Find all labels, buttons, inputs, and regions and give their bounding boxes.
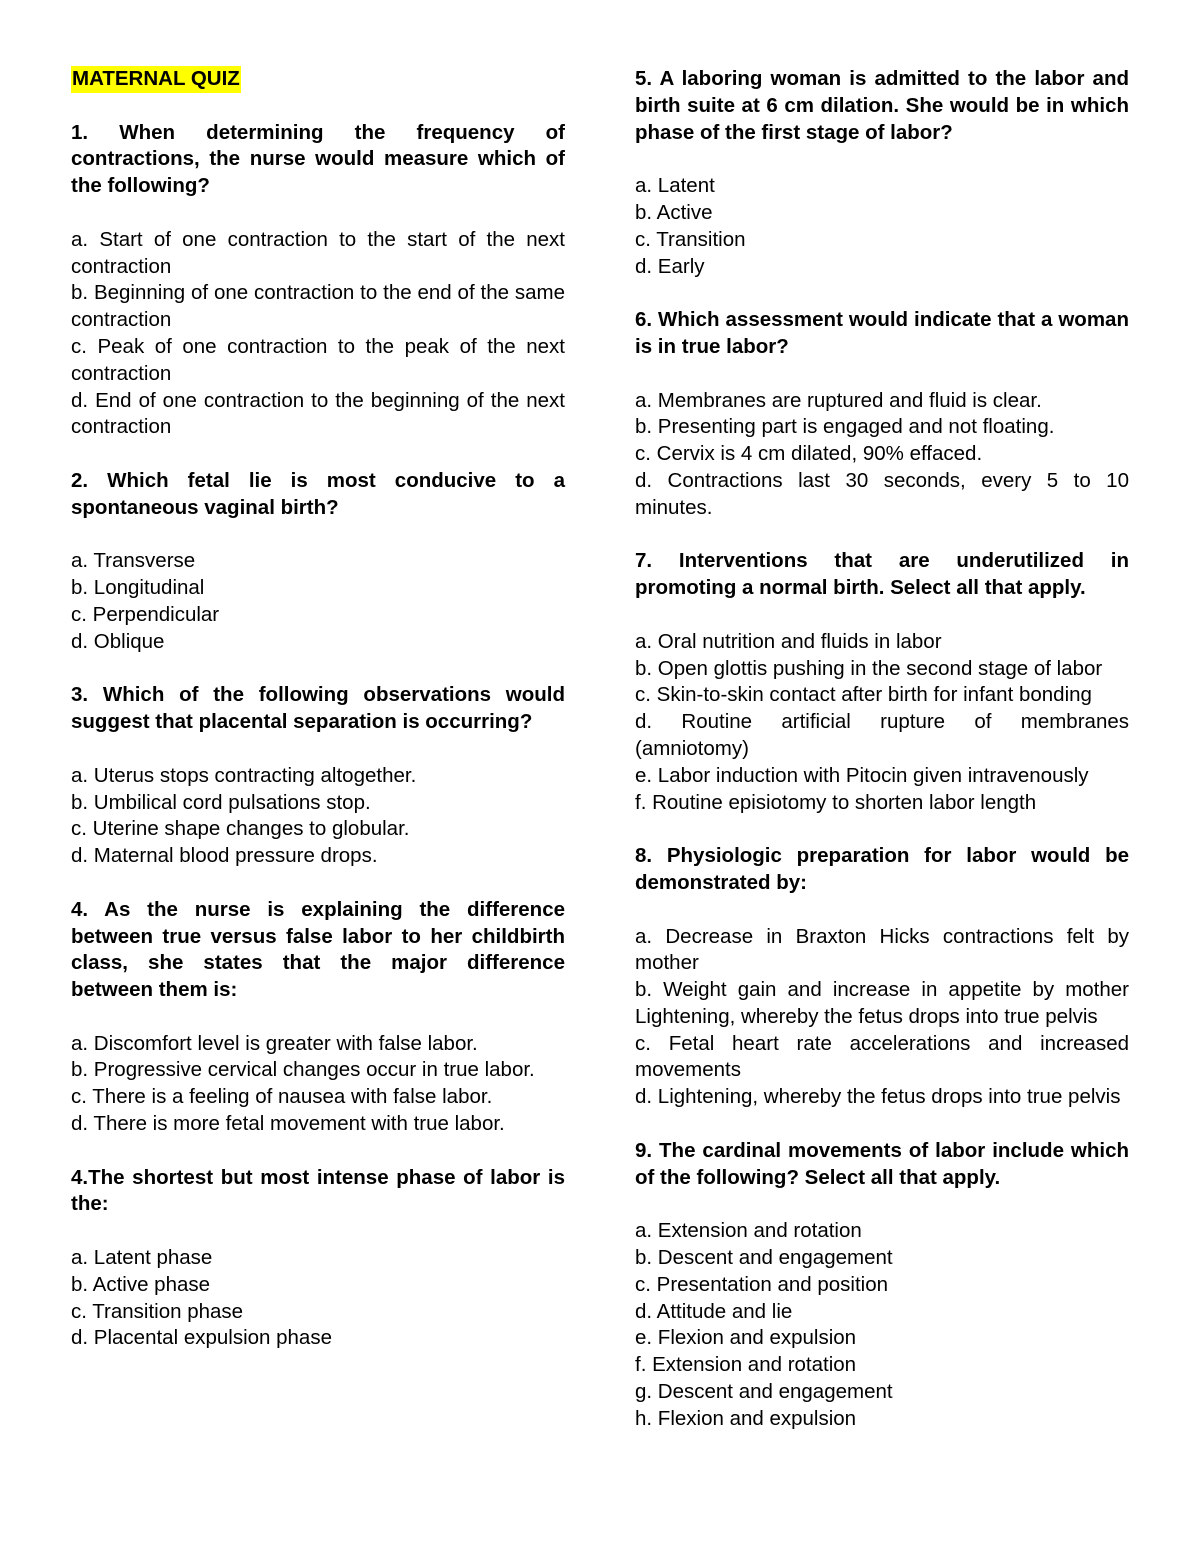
question-block xyxy=(71,682,565,870)
question-block xyxy=(635,843,1129,1111)
answer-option: c. Perpendicular xyxy=(71,602,220,626)
answer-option: c. Uterine shape changes to globular. xyxy=(71,817,410,841)
left-question-list xyxy=(71,120,565,1353)
answer-option: a. Latent phase xyxy=(71,1246,213,1270)
answer-option: c. Presentation and position xyxy=(635,1272,888,1296)
page-title: MATERNAL QUIZ xyxy=(71,66,241,93)
question-text: 5. A laboring woman is admitted to the labor and birth suite at 6 cm dilation. She would be in which phase of the first stage of labor? xyxy=(635,67,1129,144)
answer-option: a. Start of one contraction to the start of the next contraction xyxy=(71,227,565,278)
answer-option: g. Descent and engagement xyxy=(635,1380,893,1404)
question-block xyxy=(71,468,565,656)
answer-option: d. Oblique xyxy=(71,629,165,653)
answer-option: b. Longitudinal xyxy=(71,576,205,600)
question-block xyxy=(635,307,1129,521)
question-text: 9. The cardinal movements of labor include which of the following? Select all that apply. xyxy=(635,1138,1129,1189)
answer-option: d. Placental expulsion phase xyxy=(71,1326,332,1350)
answer-option: b. Presenting part is engaged and not floating. xyxy=(635,415,1055,439)
answer-option: d. Contractions last 30 seconds, every 5 to 10 minutes. xyxy=(635,468,1129,519)
answer-option: c. Peak of one contraction to the peak of the next contraction xyxy=(71,334,565,385)
answer-option: a. Extension and rotation xyxy=(635,1219,862,1243)
left-column xyxy=(71,66,565,1379)
question-text: 1. When determining the frequency of contractions, the nurse would measure which of the following? xyxy=(71,120,565,198)
answer-option: c. Transition phase xyxy=(71,1299,244,1323)
question-text: 4. As the nurse is explaining the difference between true versus false labor to her childbirth class, she states that the major difference between them is: xyxy=(71,897,565,1002)
answer-option: d. Routine artificial rupture of membranes (amniotomy) xyxy=(635,710,1129,760)
answer-option: b. Descent and engagement xyxy=(635,1246,893,1270)
answer-option: a. Oral nutrition and fluids in labor xyxy=(635,629,942,653)
right-question-list xyxy=(635,66,1129,1433)
answer-option: c. Fetal heart rate accelerations and increased movements xyxy=(635,1031,1129,1082)
answer-option: f. Extension and rotation xyxy=(635,1353,857,1377)
question-block xyxy=(71,897,565,1138)
answer-option: d. Maternal blood pressure drops. xyxy=(71,844,378,868)
question-text: 2. Which fetal lie is most conducive to a spontaneous vaginal birth? xyxy=(71,468,565,519)
question-block xyxy=(635,66,1129,280)
question-block xyxy=(635,548,1129,816)
answer-option: a. Membranes are ruptured and fluid is clear. xyxy=(635,388,1042,412)
answer-option: b. Open glottis pushing in the second stage of labor xyxy=(635,656,1103,680)
question-text: 4.The shortest but most intense phase of labor is the: xyxy=(71,1165,565,1216)
answer-option: a. Decrease in Braxton Hicks contractions felt by mother xyxy=(635,924,1129,975)
question-text: 3. Which of the following observations would suggest that placental separation is occurring? xyxy=(71,683,565,734)
question-text: 6. Which assessment would indicate that a woman is in true labor? xyxy=(635,308,1129,358)
question-text: 7. Interventions that are underutilized in promoting a normal birth. Select all that apply. xyxy=(635,549,1129,600)
answer-option: b. Active xyxy=(635,200,713,224)
answer-option: a. Uterus stops contracting altogether. xyxy=(71,763,417,787)
right-column xyxy=(635,66,1129,1459)
answer-option: a. Discomfort level is greater with false labor. xyxy=(71,1031,478,1055)
answer-option: d. Lightening, whereby the fetus drops into true pelvis xyxy=(635,1085,1121,1109)
answer-option: c. There is a feeling of nausea with false labor. xyxy=(71,1085,493,1109)
answer-option: a. Latent xyxy=(635,174,715,198)
answer-option: b. Beginning of one contraction to the end of the same contraction xyxy=(71,281,565,332)
answer-option: b. Active phase xyxy=(71,1272,211,1296)
answer-option: h. Flexion and expulsion xyxy=(635,1406,857,1430)
answer-option: e. Flexion and expulsion xyxy=(635,1326,857,1350)
answer-option: f. Routine episiotomy to shorten labor length xyxy=(635,790,1037,814)
answer-option: b. Progressive cervical changes occur in true labor. xyxy=(71,1058,535,1082)
answer-option: c. Skin-to-skin contact after birth for infant bonding xyxy=(635,683,1092,707)
question-block xyxy=(71,1165,565,1353)
answer-option: d. End of one contraction to the beginning of the next contraction xyxy=(71,388,565,439)
answer-option: b. Weight gain and increase in appetite by mother Lightening, whereby the fetus drops into true pelvis xyxy=(635,978,1129,1028)
question-block xyxy=(71,120,565,442)
answer-option: a. Transverse xyxy=(71,549,196,573)
answer-option: e. Labor induction with Pitocin given intravenously xyxy=(635,763,1089,787)
answer-option: c. Cervix is 4 cm dilated, 90% effaced. xyxy=(635,442,983,466)
answer-option: d. Early xyxy=(635,254,705,278)
answer-option: c. Transition xyxy=(635,227,746,251)
answer-option: b. Umbilical cord pulsations stop. xyxy=(71,790,371,814)
answer-option: d. There is more fetal movement with true labor. xyxy=(71,1112,505,1136)
answer-option: d. Attitude and lie xyxy=(635,1299,793,1323)
question-block xyxy=(635,1138,1129,1433)
question-text: 8. Physiologic preparation for labor would be demonstrated by: xyxy=(635,844,1129,894)
